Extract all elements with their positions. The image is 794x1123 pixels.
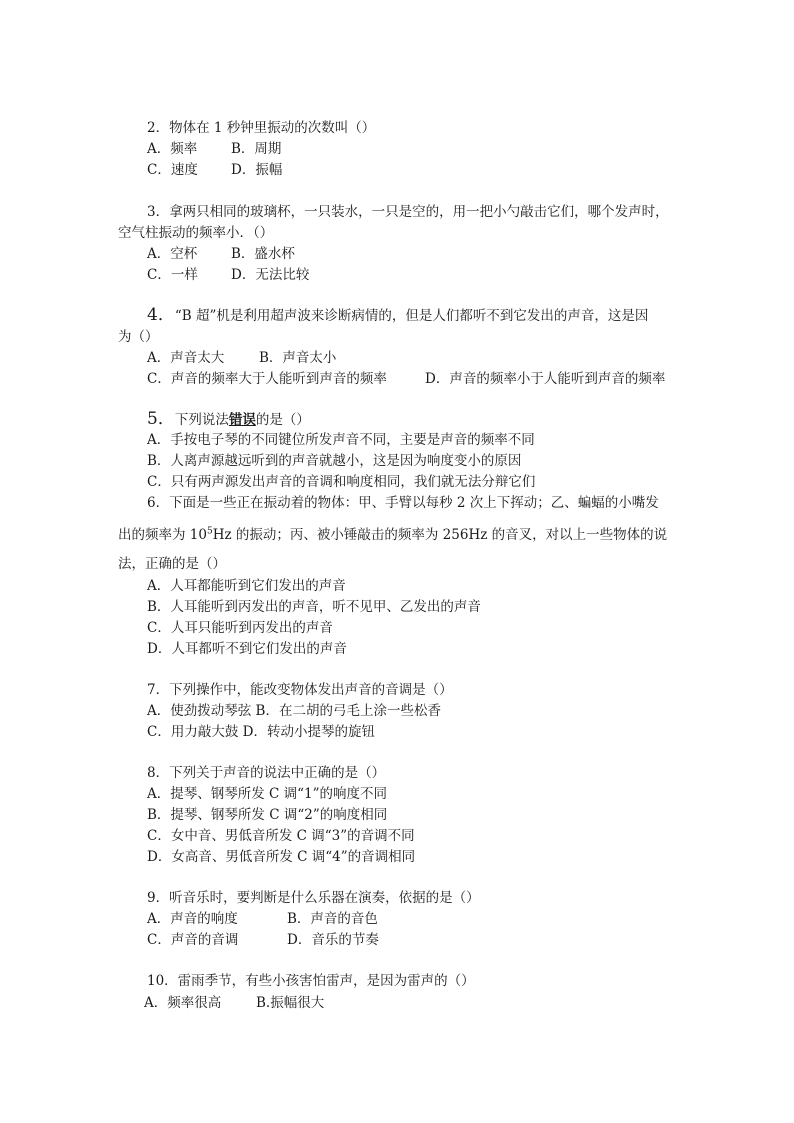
- question-6-option-a: A．人耳都能听到它们发出的声音: [147, 578, 346, 594]
- question-10-stem: 10．雷雨季节，有些小孩害怕雷声，是因为雷声的（）: [147, 973, 475, 989]
- option-d: D．无法比较: [231, 267, 310, 283]
- question-2-options-ab: [147, 140, 281, 158]
- question-6-option-b: B．人耳能听到丙发出的声音，听不见甲、乙发出的声音: [147, 599, 481, 615]
- question-8-stem: 8．下列关于声音的说法中正确的是（）: [147, 765, 386, 781]
- option-a: A．声音的响度: [147, 911, 238, 927]
- question-6-stem-line-2: 出的频率为 $10^5Hz$ 的振动；丙、被小锤敲击的频率为 256Hz 的音叉，对以上一些物体的说: [118, 526, 668, 543]
- question-3-stem-line-1: 3．拿两只相同的玻璃杯，一只装水，一只是空的，用一把小勺敲击它们，哪个发声时，: [147, 204, 669, 220]
- question-3-options-ab: [147, 245, 295, 263]
- question-8-option-b: B．提琴、钢琴所发 C 调“2”的响度相同: [147, 807, 388, 823]
- question-7-stem: 7．下列操作中，能改变物体发出声音的音调是（）: [147, 682, 453, 698]
- question-3-stem-line-2: 空气柱振动的频率小．（）: [118, 225, 274, 241]
- option-c: C．一样: [147, 267, 198, 283]
- question-5-stem: 5．下列说法错误的是（）: [147, 409, 310, 429]
- question-6-stem-line-1: 6．下面是一些正在振动着的物体：甲、手臂以每秒 2 次上下挥动；乙、蝙蝠的小嘴发: [147, 495, 659, 511]
- question-6-option-d: D．人耳都听不到它们发出的声音: [147, 641, 347, 657]
- option-b: B.振幅很大: [256, 995, 325, 1011]
- question-8-option-d: D．女高音、男低音所发 C 调“4”的音调相同: [147, 849, 416, 865]
- option-a: A．声音太大: [147, 350, 225, 366]
- question-4-stem-line-1: 4．“B 超”机是利用超声波来诊断病情的，但是人们都听不到它发出的声音，这是因: [147, 305, 649, 325]
- question-5-option-c: C．只有两声源发出声音的音调和响度相同，我们就无法分辩它们: [147, 474, 536, 490]
- question-2-stem: 2．物体在 1 秒钟里振动的次数叫（）: [147, 120, 376, 136]
- option-b: B．盛水杯: [231, 246, 295, 262]
- question-8-option-a: A．提琴、钢琴所发 C 调“1”的响度不同: [147, 786, 388, 802]
- question-5-option-b: B．人离声源越远听到的声音就越小，这是因为响度变小的原因: [147, 453, 522, 469]
- question-2-options-cd: [147, 161, 282, 179]
- option-c: C．声音的音调: [147, 932, 239, 948]
- option-d: D．振幅: [231, 162, 283, 178]
- question-7-options-cd: C．用力敲大鼓 D．转动小提琴的旋钮: [147, 724, 375, 740]
- question-10-options-ab: [144, 994, 324, 1012]
- option-b: B．声音太小: [259, 350, 337, 366]
- question-5-number: 5．: [147, 409, 175, 429]
- question-9-options-cd: [147, 931, 379, 949]
- question-9-options-ab: [147, 910, 378, 928]
- question-4-number: 4．: [147, 305, 175, 325]
- option-d: D．声音的频率小于人能听到声音的频率: [425, 371, 666, 387]
- option-d: D．音乐的节奏: [287, 932, 379, 948]
- question-4-stem-line-2: 为（）: [118, 329, 159, 345]
- option-a: A．空杯: [147, 246, 198, 262]
- question-7-options-ab: A．使劲拨动琴弦 B．在二胡的弓毛上涂一些松香: [147, 703, 441, 719]
- question-9-stem: 9．听音乐时，要判断是什么乐器在演奏，依据的是（）: [147, 890, 480, 906]
- question-8-option-c: C．女中音、男低音所发 C 调“3”的音调不同: [147, 828, 415, 844]
- question-5-option-a: A．手按电子琴的不同键位所发声音不同，主要是声音的频率不同: [147, 432, 535, 448]
- option-c: C．声音的频率大于人能听到声音的频率: [147, 371, 387, 387]
- option-a: A．频率: [147, 141, 198, 157]
- emphasis-word: 错误: [228, 412, 256, 428]
- option-b: B．声音的音色: [287, 911, 378, 927]
- question-3-options-cd: [147, 266, 309, 284]
- question-4-options-cd: [147, 370, 665, 388]
- option-b: B．周期: [231, 141, 282, 157]
- option-c: C．速度: [147, 162, 198, 178]
- option-a: A．频率很高: [144, 995, 222, 1011]
- question-6-option-c: C．人耳只能听到丙发出的声音: [147, 620, 333, 636]
- question-6-stem-line-3: 法，正确的是（）: [118, 556, 226, 572]
- question-4-options-ab: [147, 349, 336, 367]
